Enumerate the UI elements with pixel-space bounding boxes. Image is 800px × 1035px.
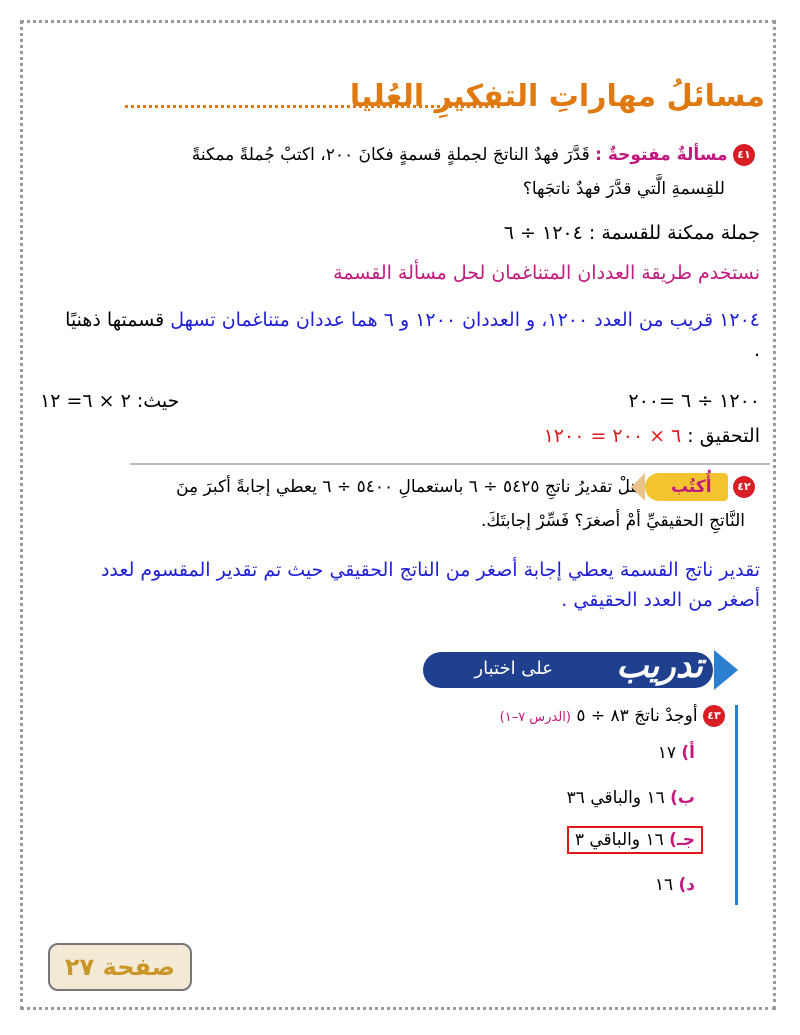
practice-question-line bbox=[500, 705, 725, 727]
answer-42: تقدير ناتج القسمة يعطي إجابة أصغر من الناتج الحقيقي حيث تم تقدير المقسوم لعدد أصغر من العدد الحقيقي . bbox=[100, 559, 760, 611]
section-title: مسائلُ مهاراتِ التفكيرِ العُليا bbox=[349, 79, 765, 114]
divider-line bbox=[130, 463, 770, 465]
answer-calculation: ١٢٠٠ ÷ ٦ =٢٠٠ bbox=[628, 390, 760, 412]
answer-check bbox=[544, 425, 760, 447]
practice-question bbox=[405, 705, 738, 905]
answer-method: نستخدم طريقة العددان المتناغمان لحل مسألة القسمة bbox=[333, 262, 760, 284]
banner-subtitle: على اختبار bbox=[474, 658, 553, 679]
test-practice-banner bbox=[408, 640, 738, 700]
option-c-selected: جـ) ١٦ والباقي ٣ bbox=[567, 826, 703, 854]
answer-calculation-note: حيث: ٢ × ٦= ١٢ bbox=[40, 390, 180, 412]
banner-title: تدريب bbox=[616, 646, 703, 686]
page-number: صفحة ٢٧ bbox=[48, 943, 192, 991]
check-value: ٦ × ٢٠٠ = ١٢٠٠ bbox=[543, 425, 682, 447]
question-text: قَدَّرَ فهدٌ الناتجَ لجملةٍ قسمةٍ فكانَ ٢٠٠، اكتبْ جُملةً ممكنةً bbox=[191, 145, 590, 165]
lesson-reference: (الدرس ٧–١) bbox=[499, 710, 571, 725]
banner-arrow-icon bbox=[714, 650, 738, 690]
check-label: التحقيق : bbox=[687, 425, 760, 447]
question-label: مسألةٌ مفتوحةٌ : bbox=[595, 145, 728, 165]
answer-explanation-end: قسمتها ذهنيًا . bbox=[65, 309, 760, 361]
question-42 bbox=[105, 470, 755, 538]
banner-pill bbox=[423, 646, 713, 688]
question-number-badge: ٤٣ bbox=[703, 705, 725, 727]
option-d: د) ١٦ bbox=[654, 875, 695, 895]
answer-explanation-text: ١٢٠٤ قريب من العدد ١٢٠٠، و العددان ١٢٠٠ و ٦ هما عددان متناغمان تسهل bbox=[170, 309, 760, 331]
question-number-badge: ٤١ bbox=[733, 144, 755, 166]
question-text: هلْ تقديرُ ناتجِ ٥٤٢٥ ÷ ٦ باستعمالِ ٥٤٠٠ ÷ ٦ يعطي إجابةً أكبرَ مِنَ bbox=[176, 477, 640, 497]
answer-explanation bbox=[60, 305, 760, 365]
section-header bbox=[125, 75, 765, 125]
question-text-continued: النَّاتجِ الحقيقيِّ أمْ أصغرَ؟ فَسِّرْ إجابتَكَ. bbox=[481, 511, 745, 531]
option-a: أ) ١٧ bbox=[657, 743, 695, 763]
write-pencil-label: أُكتُب bbox=[645, 473, 728, 501]
question-41 bbox=[65, 138, 755, 206]
answer-possible-sentence: جملة ممكنة للقسمة : ١٢٠٤ ÷ ٦ bbox=[503, 222, 760, 244]
option-b: ب) ١٦ والباقي ٣٦ bbox=[566, 788, 695, 808]
question-number-badge: ٤٢ bbox=[733, 476, 755, 498]
question-text-continued: للقِسمةِ الَّتي قدَّرَ فهدٌ ناتجَها؟ bbox=[522, 179, 725, 199]
practice-question-text: أوجدْ ناتجَ ٨٣ ÷ ٥ bbox=[576, 706, 698, 726]
